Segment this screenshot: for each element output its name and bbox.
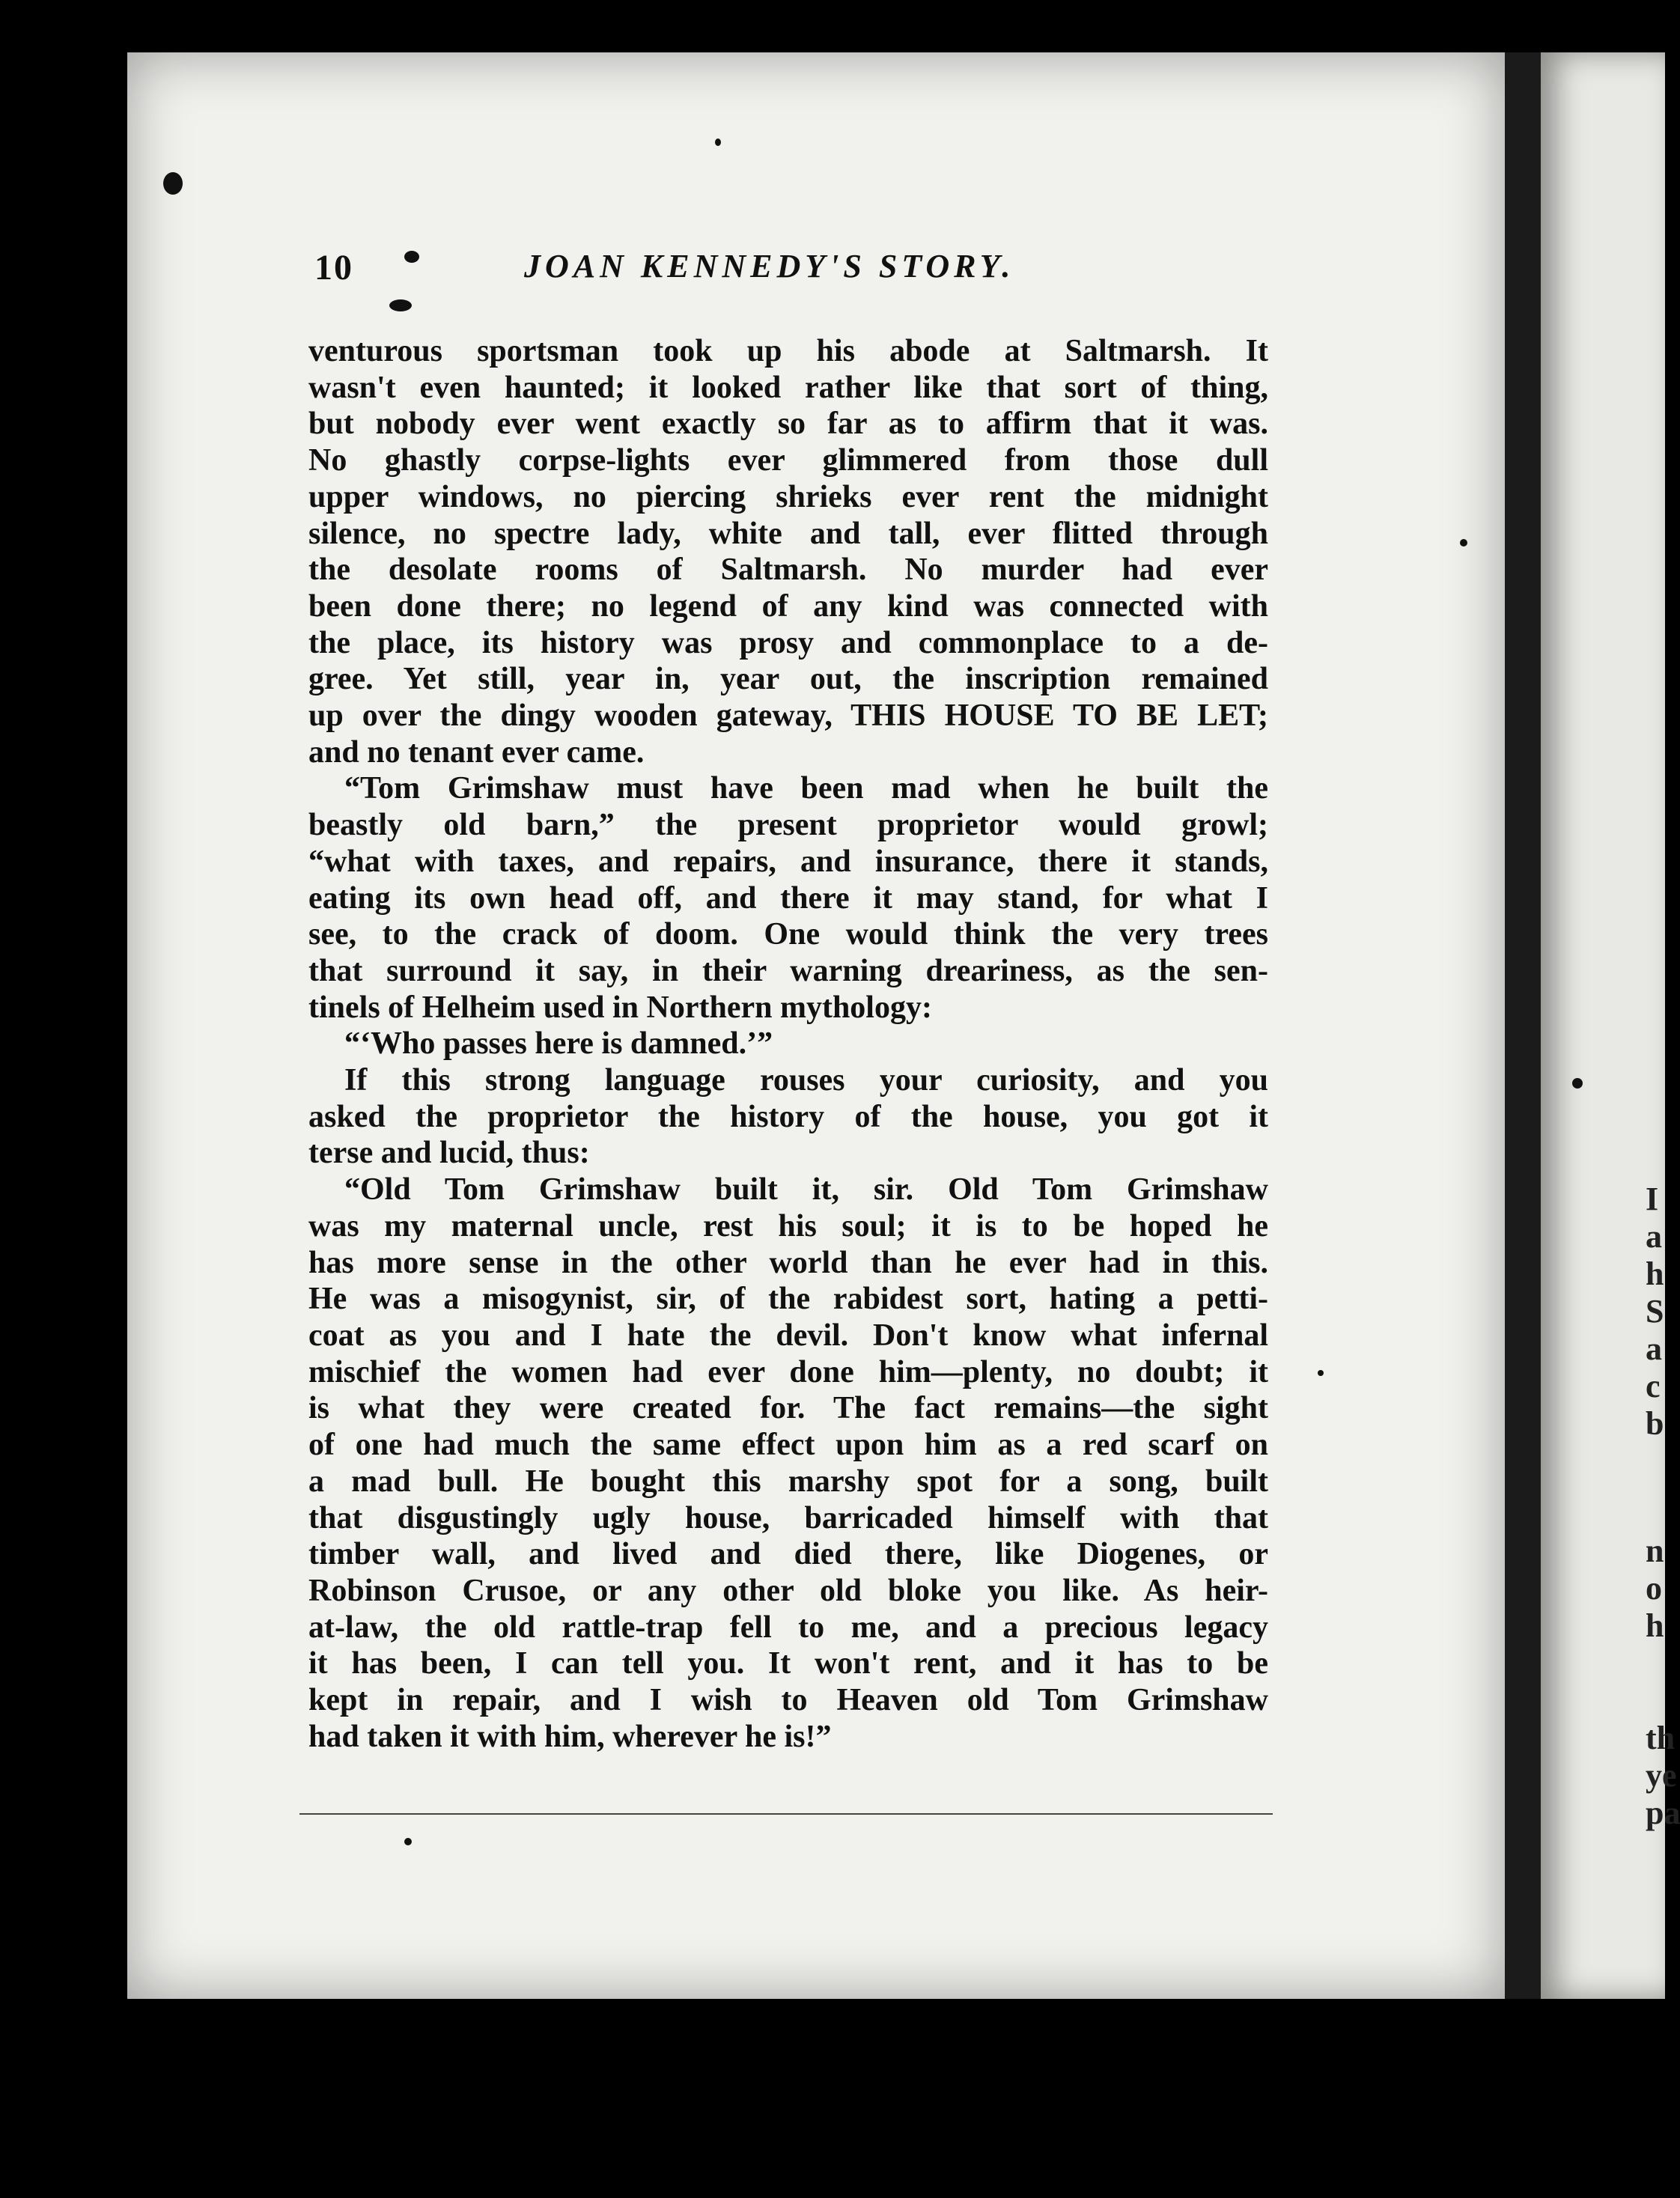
ink-speck xyxy=(715,138,721,146)
page-header xyxy=(314,247,1460,292)
ink-speck xyxy=(404,1838,412,1845)
text-line: beastly old barn,” the present proprietor would growl; xyxy=(308,808,1268,843)
adjacent-page-fragment: pa xyxy=(1646,1794,1680,1831)
adjacent-page-fragment: a xyxy=(1646,1330,1662,1367)
text-line: Robinson Crusoe, or any other old bloke you like. As heir- xyxy=(308,1573,1268,1608)
adjacent-page-fragment: h xyxy=(1646,1255,1664,1292)
adjacent-page-edge xyxy=(1541,52,1680,1999)
text-line: terse and lucid, thus: xyxy=(308,1136,590,1171)
text-line: but nobody ever went exactly so far as to affirm that it was. xyxy=(308,407,1268,442)
text-line: a mad bull. He bought this marshy spot for a song, built xyxy=(308,1464,1268,1499)
body-text xyxy=(308,333,1268,1755)
text-line: has more sense in the other world than he ever had in this. xyxy=(308,1245,1268,1280)
text-line: No ghastly corpse-lights ever glimmered from those dull xyxy=(308,443,1268,478)
text-line: the desolate rooms of Saltmarsh. No murder had ever xyxy=(308,552,1268,588)
text-line: up over the dingy wooden gateway, THIS HOUSE TO BE LET; xyxy=(308,698,1268,734)
adjacent-page-fragment: o xyxy=(1646,1570,1662,1607)
text-line: “what with taxes, and repairs, and insurance, there it stands, xyxy=(308,844,1268,879)
text-line: at-law, the old rattle-trap fell to me, and a precious legacy xyxy=(308,1610,1268,1645)
text-line: timber wall, and lived and died there, like Diogenes, or xyxy=(308,1537,1268,1572)
adjacent-page-fragment: I xyxy=(1646,1181,1659,1217)
text-line: “‘Who passes here is damned.’” xyxy=(344,1026,773,1062)
text-line: kept in repair, and I wish to Heaven old Tom Grimshaw xyxy=(308,1683,1268,1718)
text-line: the place, its history was prosy and commonplace to a de- xyxy=(308,625,1268,660)
text-line: He was a misogynist, sir, of the rabidest sort, hating a petti- xyxy=(308,1282,1268,1317)
text-line: is what they were created for. The fact remains—the sight xyxy=(308,1391,1268,1426)
ink-speck xyxy=(1572,1078,1583,1089)
text-line: of one had much the same effect upon him as a red scarf on xyxy=(308,1428,1268,1463)
ink-blot xyxy=(163,172,183,195)
adjacent-page-fragment: b xyxy=(1646,1405,1664,1442)
text-line: coat as you and I hate the devil. Don't know what infernal xyxy=(308,1318,1268,1353)
text-line: “Tom Grimshaw must have been mad when he built the xyxy=(344,771,1268,806)
adjacent-page-fragment: ye xyxy=(1646,1757,1677,1794)
text-line: it has been, I can tell you. It won't rent, and it has to be xyxy=(308,1646,1268,1681)
text-line: had taken it with him, wherever he is!” xyxy=(308,1719,832,1754)
text-line: was my maternal uncle, rest his soul; it is to be hoped he xyxy=(308,1208,1268,1243)
text-line: wasn't even haunted; it looked rather like that sort of thing, xyxy=(308,370,1268,405)
page-number: 10 xyxy=(314,248,353,287)
text-line: that disgustingly ugly house, barricaded himself with that xyxy=(308,1500,1268,1535)
running-title: JOAN KENNEDY'S STORY. xyxy=(524,248,1015,284)
text-line: venturous sportsman took up his abode at Saltmarsh. It xyxy=(308,334,1268,368)
adjacent-page-fragment: th xyxy=(1646,1720,1676,1756)
adjacent-page-fragment: c xyxy=(1646,1368,1661,1404)
text-line: asked the proprietor the history of the house, you got it xyxy=(308,1099,1268,1134)
ink-blot xyxy=(404,251,419,263)
text-line: and no tenant ever came. xyxy=(308,734,645,770)
text-line: that surround it say, in their warning dreariness, as the sen- xyxy=(308,953,1268,988)
adjacent-page-fragment: n xyxy=(1646,1532,1664,1569)
adjacent-page-fragment: a xyxy=(1646,1218,1662,1255)
text-line: silence, no spectre lady, white and tall, ever flitted through xyxy=(308,516,1268,551)
text-line: eating its own head off, and there it may stand, for what I xyxy=(308,880,1268,916)
book-gutter xyxy=(1505,52,1541,1999)
text-line: been done there; no legend of any kind was connected with xyxy=(308,588,1268,624)
text-line: “Old Tom Grimshaw built it, sir. Old Tom Grimshaw xyxy=(344,1172,1268,1208)
adjacent-page-fragment: h xyxy=(1646,1607,1664,1644)
adjacent-page-fragment: S xyxy=(1646,1293,1664,1330)
ink-speck xyxy=(1460,539,1467,547)
text-line: upper windows, no piercing shrieks ever rent the midnight xyxy=(308,479,1268,514)
text-line: gree. Yet still, year in, year out, the inscription remained xyxy=(308,662,1268,697)
text-line: mischief the women had ever done him—plenty, no doubt; it xyxy=(308,1354,1268,1389)
text-line: If this strong language rouses your curiosity, and you xyxy=(344,1063,1268,1098)
text-line: tinels of Helheim used in Northern mythology: xyxy=(308,990,932,1025)
page-bottom-rule xyxy=(299,1813,1273,1815)
ink-blot xyxy=(389,299,412,311)
ink-speck xyxy=(1318,1370,1324,1376)
text-line: see, to the crack of doom. One would think the very trees xyxy=(308,917,1268,952)
